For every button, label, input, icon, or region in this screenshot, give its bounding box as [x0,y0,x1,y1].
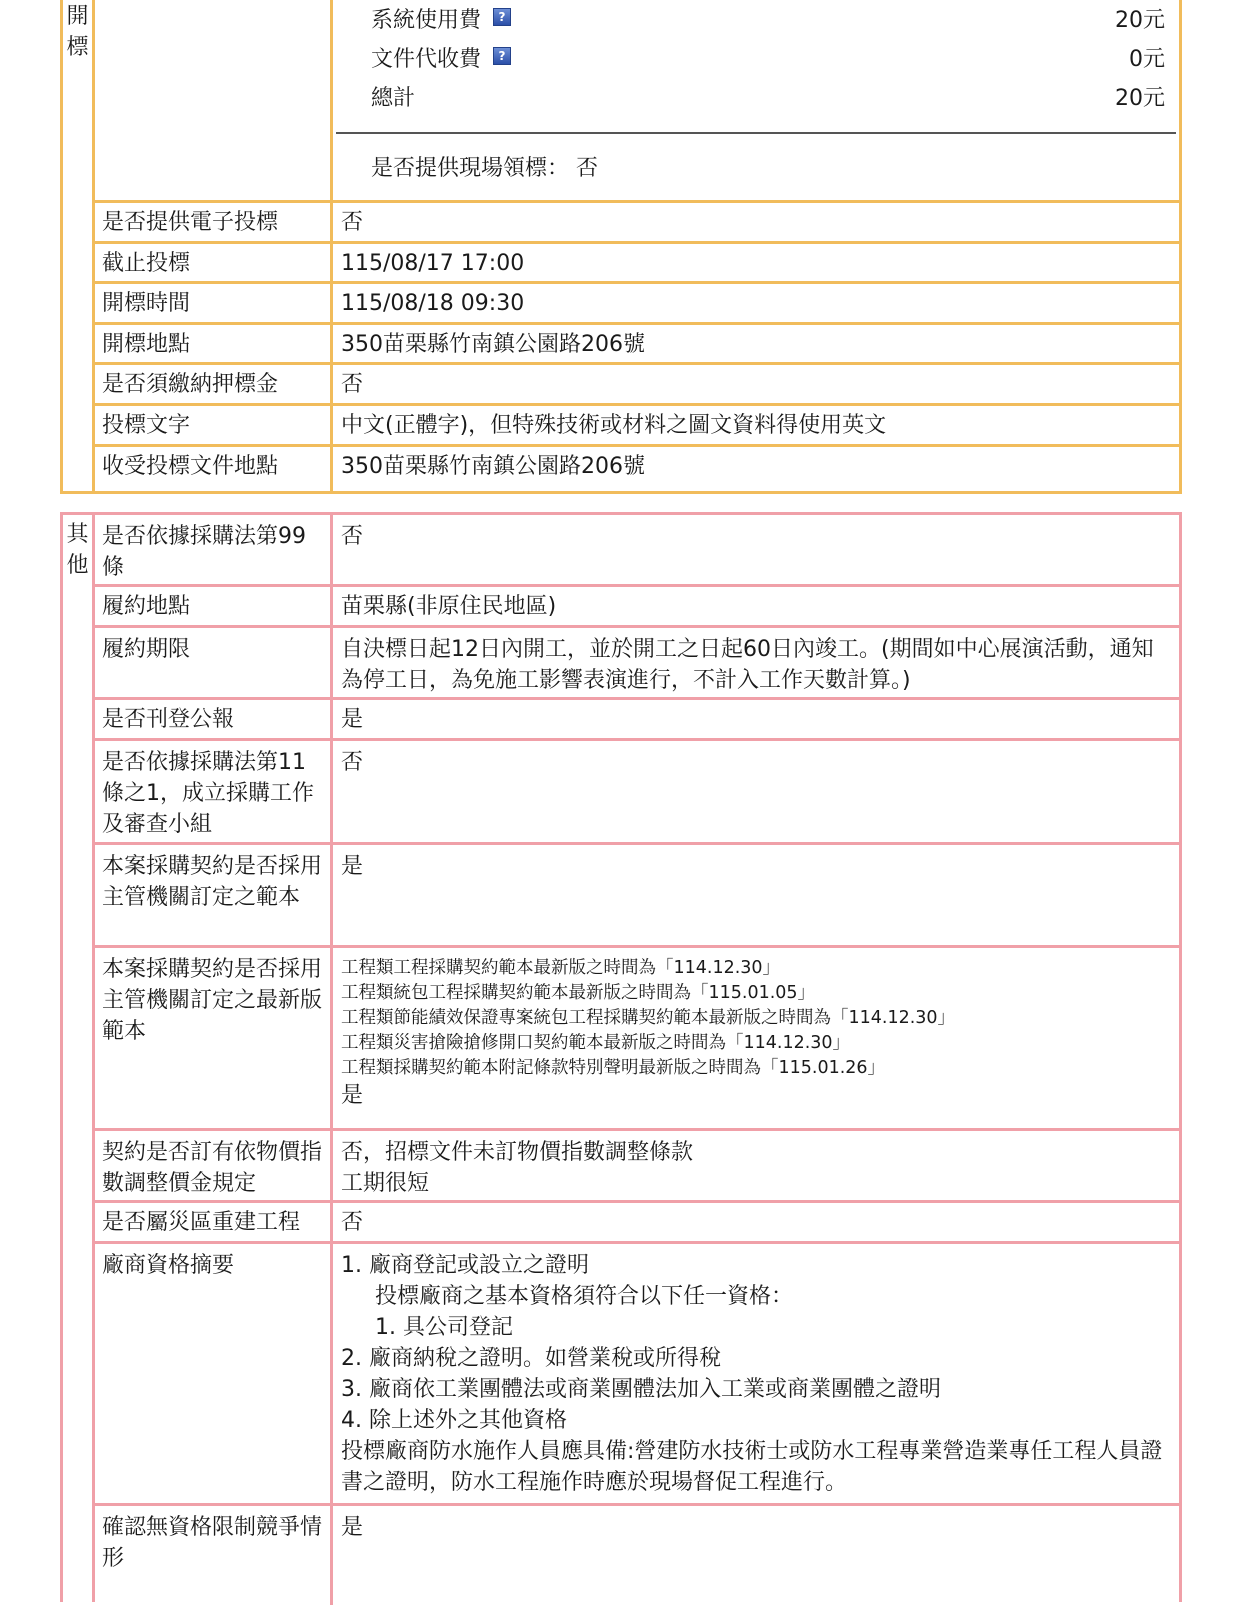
other-section [60,512,1182,1602]
list-item: 2. 廠商納稅之證明。如營業稅或所得稅 [341,1346,721,1371]
table-row: 是否依據採購法第11條之1，成立採購工作及審查小組 否 [95,741,1179,845]
table-row: 本案採購契約是否採用主管機關訂定之最新版範本 工程類工程採購契約範本最新版之時間為「114.12.30」 工程類統包工程採購契約範本最新版之時間為「115.01.05」 工程類節能績效保證專案統包工程採購契約範本最新版之時間為「114.12.30」 工程類災害搶險搶修開口契約範本最新版之時間為「114.12.30」 工程類採購契約範本附記條款特別聲明最新版之時間為「115.01.26」 是 [95,948,1179,1131]
table-row: 契約是否訂有依物價指數調整價金規定 否，招標文件未訂物價指數調整條款 工期很短 [95,1131,1179,1203]
table-row: 開標地點 350苗栗縣竹南鎮公園路206號 [95,325,1179,365]
fee-divider [336,132,1176,134]
table-row: 確認無資格限制競爭情形 是 [95,1506,1179,1605]
list-item: 工程類採購契約範本附記條款特別聲明最新版之時間為「115.01.26」 [341,1058,886,1078]
table-row: 本案採購契約是否採用主管機關訂定之範本 是 [95,845,1179,948]
table-row: 是否屬災區重建工程 否 [95,1203,1179,1244]
onsite-pickup-text: 是否提供現場領標： 否 [371,156,598,181]
table-row: 履約地點 苗栗縣(非原住民地區) [95,587,1179,628]
help-icon[interactable]: ? [493,8,511,26]
table-row: 開標時間 115/08/18 09:30 [95,284,1179,325]
table-row: 是否刊登公報 是 [95,700,1179,741]
table-row: 是否提供電子投標 否 [95,203,1179,244]
help-icon[interactable]: ? [493,47,511,65]
list-item: 工程類災害搶險搶修開口契約範本最新版之時間為「114.12.30」 [341,1033,851,1053]
category-label-other: 其 他 [63,515,95,1602]
table-row: 收受投標文件地點 350苗栗縣竹南鎮公園路206號 [95,447,1179,494]
contract-template-list: 工程類工程採購契約範本最新版之時間為「114.12.30」 工程類統包工程採購契約範本最新版之時間為「115.01.05」 工程類節能績效保證專案統包工程採購契約範本最新版之時間為「114.12.30」 工程類災害搶險搶修開口契約範本最新版之時間為「114.12.30」 工程類採購契約範本附記條款特別聲明最新版之時間為「115.01.26」 是 [333,948,1179,1128]
list-item: 工程類統包工程採購契約範本最新版之時間為「115.01.05」 [341,983,816,1003]
list-item: 4. 除上述外之其他資格 [341,1408,567,1433]
list-item: 工程類工程採購契約範本最新版之時間為「114.12.30」 [341,958,781,978]
list-item: 投標廠商防水施作人員應具備:營建防水技術士或防水工程專業營造業專任工程人員證書之證明，防水工程施作時應於現場督促工程進行。 [341,1439,1163,1495]
list-item: 工程類節能績效保證專案統包工程採購契約範本最新版之時間為「114.12.30」 [341,1008,956,1028]
fee-line-document: 文件代收費 ? 0元 [371,47,1165,72]
fee-line-total: 總計 20元 [371,86,1165,111]
vendor-qualification-list [333,1244,1179,1503]
list-item: 投標廠商之基本資格須符合以下任一資格： [375,1284,794,1309]
fee-row-label [95,0,333,200]
fee-line-system: 系統使用費 ? 20元 [371,8,1165,33]
list-item: 1. 廠商登記或設立之證明 [341,1253,589,1278]
table-row: 投標文字 中文(正體字)，但特殊技術或材料之圖文資料得使用英文 [95,406,1179,447]
fee-row [95,0,1179,203]
table-row: 是否須繳納押標金 否 [95,365,1179,406]
opening-section [60,0,1182,494]
list-item: 1. 具公司登記 [375,1315,513,1340]
table-row: 截止投標 115/08/17 17:00 [95,244,1179,284]
table-row: 履約期限 自決標日起12日內開工，並於開工之日起60日內竣工。(期間如中心展演活動，通知為停工日，為免施工影響表演進行，不計入工作天數計算。) [95,628,1179,700]
category-label-opening: 開 標 [63,0,95,491]
fee-block [333,0,1179,200]
table-row: 是否依據採購法第99條 否 [95,515,1179,587]
table-row: 廠商資格摘要 1. 廠商登記或設立之證明 投標廠商之基本資格須符合以下任一資格： 1. 具公司登記 2. 廠商納稅之證明。如營業稅或所得稅 3. 廠商依工業團體法或商業團體法加入工業或商業團體之證明 4. 除上述外之其他資格 投標廠商防水施作人員應具備:營建防水技術士或防水工程專業營造業專任工程人員證書之證明，防水工程施作時應於現場督促工程進行。 [95,1244,1179,1506]
list-item: 3. 廠商依工業團體法或商業團體法加入工業或商業團體之證明 [341,1377,941,1402]
